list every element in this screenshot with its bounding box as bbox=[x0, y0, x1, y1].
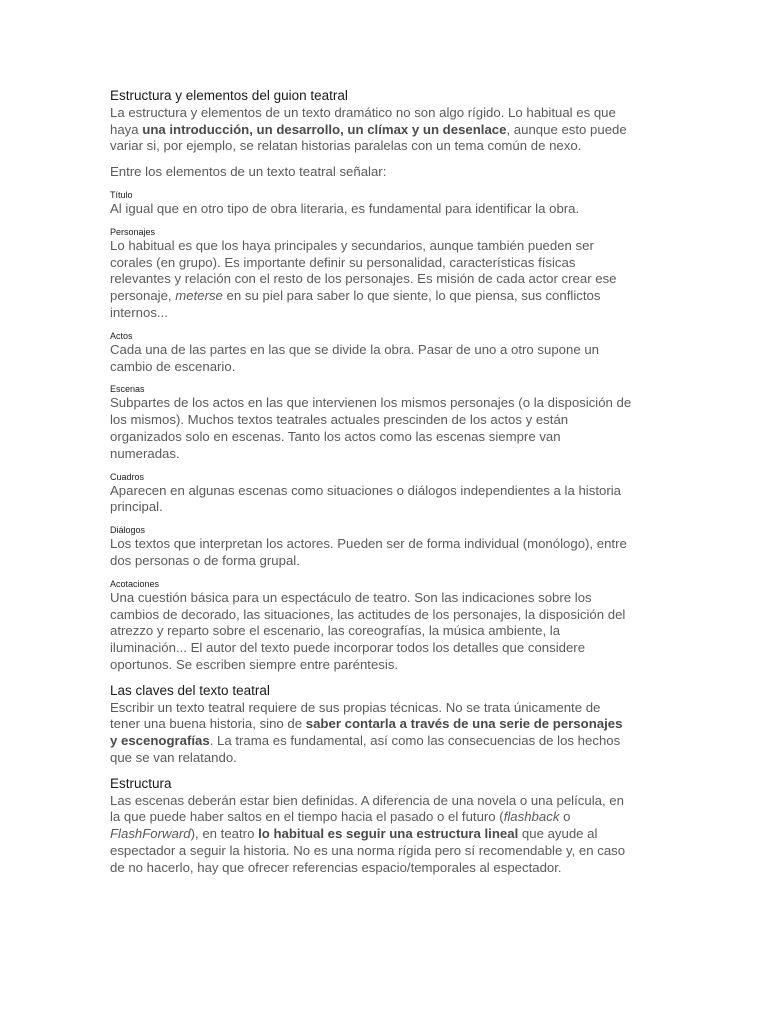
section-text-dialogos: Los textos que interpretan los actores. Pueden ser de forma individual (monólogo), entre dos personas o de forma grupal. bbox=[110, 536, 627, 568]
estructura-heading: Estructura bbox=[110, 775, 172, 791]
section-label-titulo: Título bbox=[110, 189, 133, 200]
section-text-acotaciones: Una cuestión básica para un espectáculo de teatro. Son las indicaciones sobre los cambios de decorado, las situaciones, las actitudes de los personajes, la disposición del atrezzo y reparto sobre el escenario, las coreografías, la música ambiente, la iluminación... El autor del texto puede incorporar todos los detalles que considere oportunos. Se escriben siempre entre paréntesis. bbox=[110, 589, 626, 672]
section-label-personajes: Personajes bbox=[110, 226, 156, 237]
personajes-text-a: Lo habitual es que los haya principales y secundarios, aunque también pueden ser corales (en grupo). Es importante definir su personalidad, características físicas relevantes y relación con el resto de los personajes. Es misión de cada actor crear ese personaje, bbox=[110, 237, 617, 304]
estructura-paragraph bbox=[110, 793, 632, 877]
document-title: Estructura y elementos del guion teatral bbox=[110, 88, 348, 103]
personajes-text-b: en su piel para saber lo que siente, lo que piensa, sus conflictos internos... bbox=[110, 288, 601, 320]
estructura-text-a: Las escenas deberán estar bien definidas. A diferencia de una novela o una película, en la que puede haber saltos en el tiempo hacia el pasado o el futuro ( bbox=[110, 792, 624, 825]
section-label-acotaciones: Acotaciones bbox=[110, 578, 160, 589]
section-text-titulo: Al igual que en otro tipo de obra literaria, es fundamental para identificar la obra. bbox=[110, 200, 580, 216]
claves-paragraph bbox=[110, 700, 632, 767]
intro-text-a: La estructura y elementos de un texto dramático no son algo rígido. Lo habitual es que haya bbox=[110, 104, 616, 137]
section-label-actos: Actos bbox=[110, 330, 133, 341]
estructura-italic-1: flashback bbox=[503, 809, 560, 825]
section-text-actos: Cada una de las partes en las que se divide la obra. Pasar de uno a otro supone un cambio de escenario. bbox=[110, 341, 600, 374]
claves-text-c: . La trama es fundamental, así como las consecuencias de los hechos que se van relatando. bbox=[110, 733, 621, 765]
elements-intro: Entre los elementos de un texto teatral señalar: bbox=[110, 164, 387, 180]
intro-paragraph bbox=[110, 105, 632, 155]
estructura-italic-2: FlashForward bbox=[110, 826, 191, 842]
section-text-personajes bbox=[110, 238, 632, 322]
claves-text-a: Escribir un texto teatral requiere de sus propias técnicas. No se trata únicamente de tener una buena historia, sino de bbox=[110, 699, 601, 732]
section-text-escenas: Subpartes de los actos en las que intervienen los mismos personajes (o la disposición de los mismos). Muchos textos teatrales actuales prescinden de los actos y están organizados solo en escenas. Tanto los actos como las escenas siempre van numeradas. bbox=[110, 395, 632, 461]
intro-bold: una introducción, un desarrollo, un clímax y un desenlace bbox=[142, 121, 507, 137]
claves-bold: saber contarla a través de una serie de personajes y escenografías bbox=[110, 716, 623, 749]
claves-heading: Las claves del texto teatral bbox=[110, 682, 270, 698]
section-label-cuadros: Cuadros bbox=[110, 471, 145, 482]
section-text-cuadros: Aparecen en algunas escenas como situaciones o diálogos independientes a la historia principal. bbox=[110, 482, 621, 515]
estructura-text-c: ), en teatro bbox=[190, 826, 259, 842]
estructura-text-o: o bbox=[559, 809, 571, 825]
section-label-escenas: Escenas bbox=[110, 384, 145, 395]
estructura-bold: lo habitual es seguir una estructura lineal bbox=[258, 826, 519, 842]
section-label-dialogos: Diálogos bbox=[110, 525, 146, 536]
estructura-text-d: que ayude al espectador a seguir la historia. No es una norma rígida pero sí recomendable y, en caso de no hacerlo, hay que ofrecer referencias espacio/temporales al espectador. bbox=[110, 826, 626, 875]
personajes-italic: meterse bbox=[175, 288, 223, 304]
intro-text-c: , aunque esto puede variar si, por ejemplo, se relatan historias paralelas con un tema común de nexo. bbox=[110, 121, 627, 154]
document-page bbox=[110, 88, 632, 876]
